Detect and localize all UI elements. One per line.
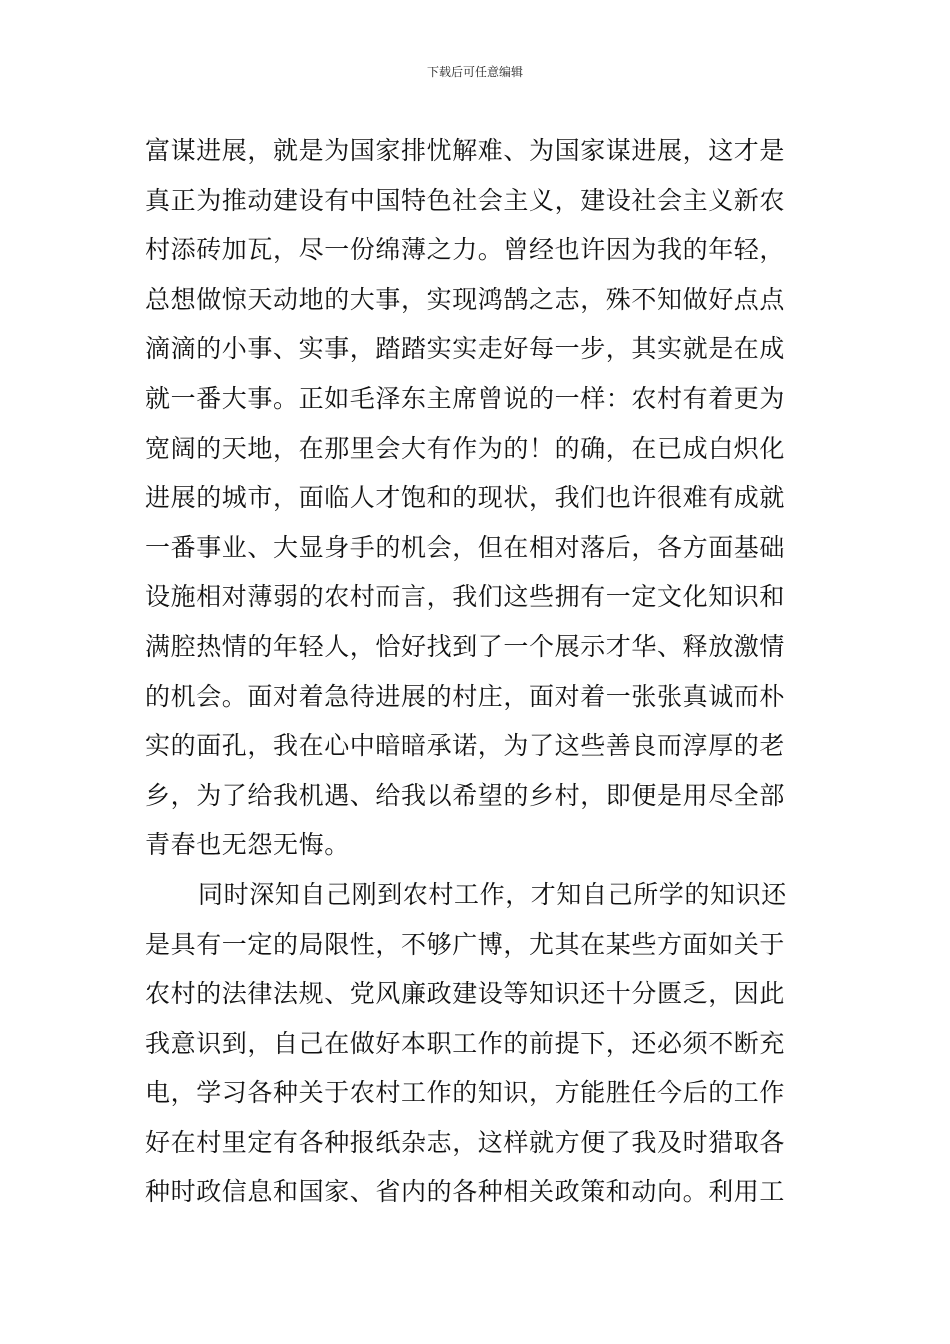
text-line: 滴滴的小事、实事，踏踏实实走好每一步，其实就是在成 (145, 334, 786, 364)
text-line: 总想做惊天动地的大事，实现鸿鹄之志，殊不知做好点点 (145, 284, 786, 314)
text-line: 宽阔的天地，在那里会大有作为的！的确，在已成白炽化 (145, 433, 786, 463)
text-line: 青春也无怨无悔。 (145, 830, 350, 860)
text-line: 满腔热情的年轻人，恰好找到了一个展示才华、释放激情 (145, 631, 786, 661)
text-line: 实的面孔，我在心中暗暗承诺，为了这些善良而淳厚的老 (145, 731, 786, 761)
text-line: 好在村里定有各种报纸杂志，这样就方便了我及时猎取各 (145, 1127, 786, 1157)
text-line: 电，学习各种关于农村工作的知识，方能胜任今后的工作 (145, 1078, 786, 1108)
text-line: 同时深知自己刚到农村工作，才知自己所学的知识还 (198, 879, 787, 909)
text-line: 进展的城市，面临人才饱和的现状，我们也许很难有成就 (145, 483, 786, 513)
text-line: 就一番大事。正如毛泽东主席曾说的一样：农村有着更为 (145, 383, 786, 413)
text-line: 一番事业、大显身手的机会，但在相对落后，各方面基础 (145, 532, 786, 562)
text-line: 我意识到，自己在做好本职工作的前提下，还必须不断充 (145, 1028, 786, 1058)
text-line: 乡，为了给我机遇、给我以希望的乡村，即便是用尽全部 (145, 780, 786, 810)
text-line: 富谋进展，就是为国家排忧解难、为国家谋进展，这才是 (145, 136, 786, 165)
page-header: 下载后可任意编辑 (426, 65, 523, 79)
text-line: 设施相对薄弱的农村而言，我们这些拥有一定文化知识和 (145, 582, 786, 612)
text-line: 的机会。面对着急待进展的村庄，面对着一张张真诚而朴 (145, 681, 786, 711)
text-line: 真正为推动建设有中国特色社会主义，建设社会主义新农 (145, 185, 786, 215)
body-text (145, 126, 805, 1217)
text-line: 种时政信息和国家、省内的各种相关政策和动向。利用工 (145, 1177, 786, 1207)
text-line: 是具有一定的局限性，不够广博，尤其在某些方面如关于 (145, 929, 786, 959)
text-line: 农村的法律法规、党风廉政建设等知识还十分匮乏，因此 (145, 979, 786, 1009)
text-line: 村添砖加瓦，尽一份绵薄之力。曾经也许因为我的年轻， (145, 235, 786, 265)
